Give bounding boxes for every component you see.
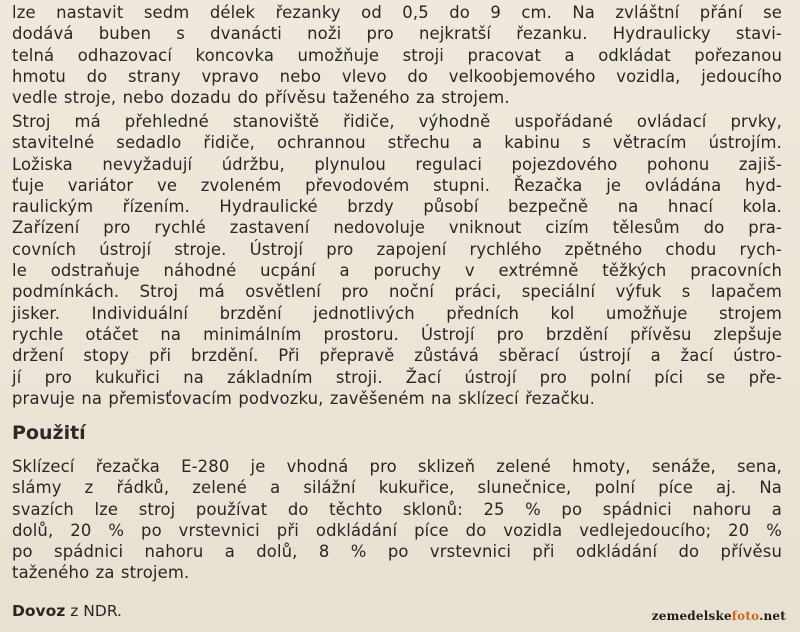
- section-heading: Použití: [12, 422, 86, 444]
- text-line: podmínkách. Stroj má osvětlení pro noční práci, speciální výfuk s lapačem: [12, 282, 782, 302]
- text-line: hmotu do strany vpravo nebo vlevo do velkoobjemového vozidla, jedoucího: [12, 66, 782, 86]
- import-label: Dovoz: [12, 602, 66, 620]
- text-line: Sklízecí řezačka E-280 je vhodná pro sklizeň zelené hmoty, senáže, sena,: [12, 457, 782, 476]
- text-line: dodává buben s dvanácti noži pro nejkratší řezanku. Hydraulicky stavi-: [12, 24, 782, 44]
- text-line: Zařízení pro rychlé zastavení nedovoluje vniknout cizím tělesům do pra-: [12, 218, 782, 238]
- text-line: lze nastavit sedm délek řezanky od 0,5 do 9 cm. Na zvláštní přání se: [12, 3, 782, 22]
- text-line: le odstraňuje náhodné ucpání a poruchy v extrémně těžkých pracovních: [12, 261, 782, 281]
- watermark-accent: foto: [731, 609, 760, 623]
- text-line: svazích lze stroj používat do těchto sklonů: 25 % po spádnici nahoru a: [12, 499, 782, 519]
- text-line: Ložiska nevyžadují údržbu, plynulou regulaci pojezdového pohonu zajiš-: [12, 154, 782, 174]
- watermark-part: zemedelske: [651, 609, 732, 623]
- watermark-part: .net: [759, 609, 786, 623]
- text-line: pravuje na přemisťovacím podvozku, zavěšeném na sklízecí řezačku.: [12, 388, 596, 408]
- text-line: dolů, 20 % po vrstevnici při odkládání píce do vozidla vedlejedoucího; 20 %: [12, 520, 782, 540]
- text-line: taženého za strojem.: [12, 563, 190, 583]
- text-line: držení stopy při brzdění. Při přepravě zůstává sběrací ústrojí a žací ústro-: [12, 346, 782, 366]
- text-line: jí pro kukuřici na základním stroji. Žací ústrojí pro polní píci se pře-: [12, 367, 782, 387]
- text-line: vedle stroje, nebo dozadu do přívěsu taženého za strojem.: [12, 88, 510, 108]
- paragraph-usage: [12, 456, 782, 584]
- text-line: jisker. Individuální brzdění jednotlivých předních kol umožňuje strojem: [12, 303, 782, 323]
- text-line: ťuje variátor ve zvoleném převodovém stupni. Řezačka je ovládána hyd-: [12, 175, 782, 195]
- import-origin: z NDR.: [70, 602, 122, 620]
- text-line: po spádnici nahoru a dolů, 8 % po vrstevnici při odkládání do přívěsu: [12, 542, 782, 562]
- text-line: slámy z řádků, zelené a silážní kukuřice, slunečnice, polní píce aj. Na: [12, 478, 782, 498]
- text-line: raulickým řízením. Hydraulické brzdy působí bezpečně na hnací kola.: [12, 197, 782, 217]
- watermark: [652, 609, 786, 623]
- text-line: stavitelné sedadlo řidiče, ochrannou střechu a kabinu s větracím ústrojím.: [12, 133, 782, 153]
- paragraph-intro: [12, 2, 782, 108]
- text-line: covních ústrojí stroje. Ústrojí pro zapojení rychlého zpětného chodu rych-: [12, 239, 782, 259]
- text-line: telná odhazovací koncovka umožňuje stroji pracovat a odkládat pořezanou: [12, 45, 782, 65]
- import-note: [12, 600, 122, 622]
- paragraph-description: [12, 111, 782, 409]
- text-line: rychle otáčet na minimálním prostoru. Ústrojí pro brzdění přívěsu zlepšuje: [12, 324, 782, 344]
- text-line: Stroj má přehledné stanoviště řidiče, výhodně uspořádané ovládací prvky,: [12, 112, 782, 131]
